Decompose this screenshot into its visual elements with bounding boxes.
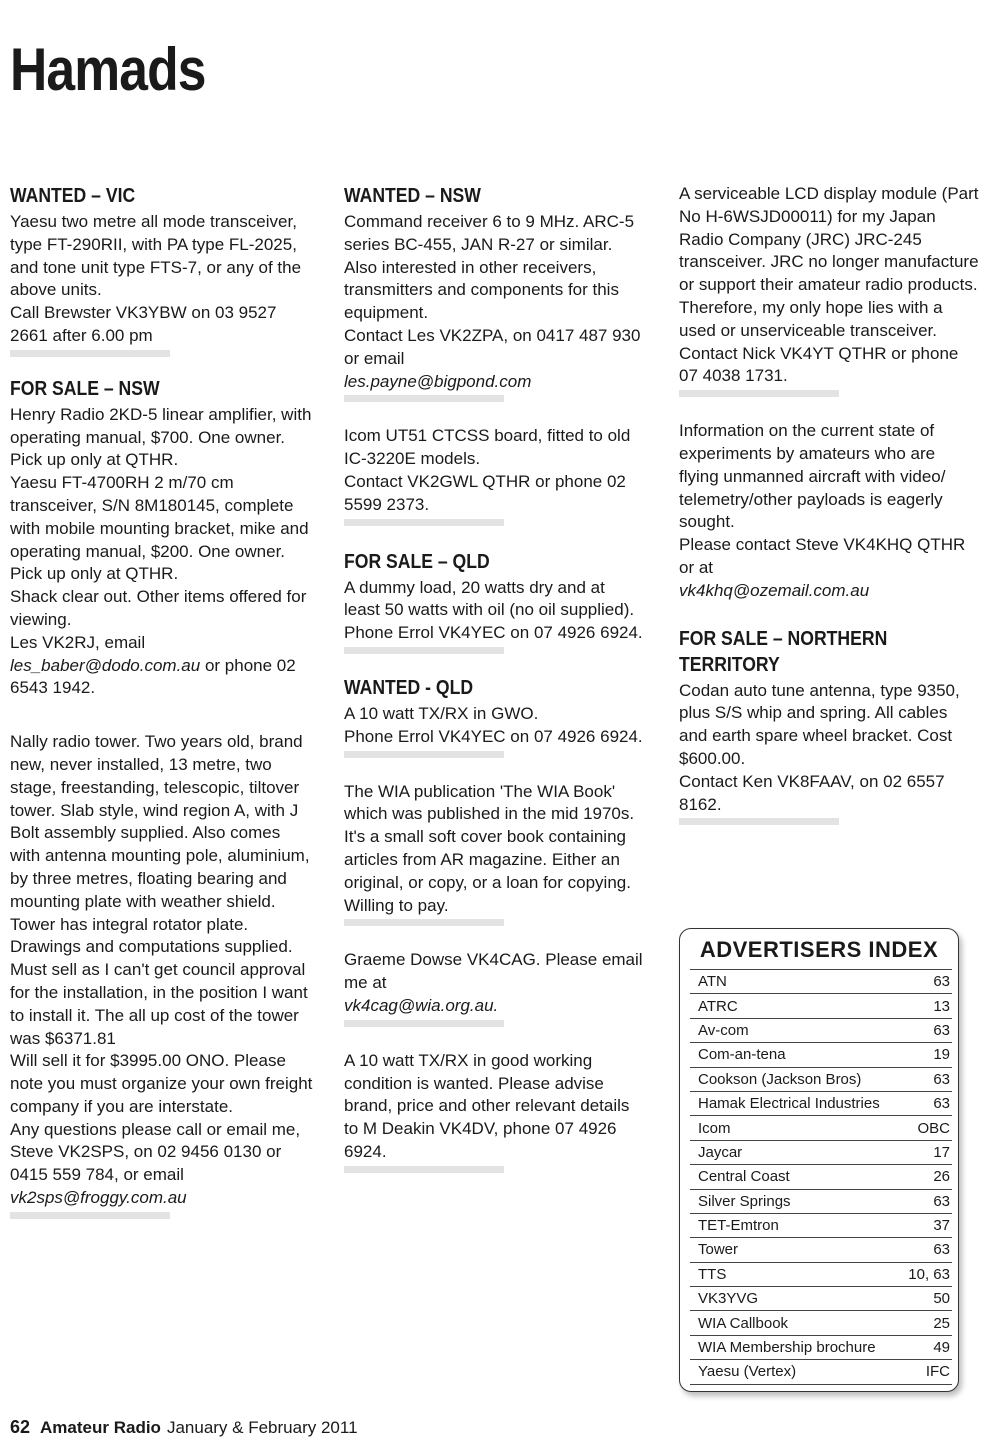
ad-text: Henry Radio 2KD-5 linear amplifier, with operating manual, $700. One owner. Pick up only at QTHR. [10, 404, 312, 470]
ad-text: Nally radio tower. Two years old, brand new, never installed, 13 metre, two stage, freestanding, telescopic, tiltover tower. Slab style, wind region A, with J Bolt assembly supplied. Also comes with antenna mounting pole, aluminium, by three metres, floating bearing and mounting plate with weather shield. Tower has integral rotator plate. Drawings and computations supplied. [10, 732, 310, 957]
ad-text: Will sell it for $3995.00 ONO. Please note you must organize your own freight company if you are interstate. [10, 1051, 313, 1116]
ad-text: Yaesu FT-4700RH 2 m/70 cm transceiver, S/N 8M180145, complete with mobile mounting bracket, mike and operating manual, $200. One owner. Pick up only at QTHR. [10, 473, 309, 584]
table-row [690, 1311, 952, 1335]
divider [344, 751, 504, 758]
column-1 [10, 183, 315, 1242]
advertiser-name: Yaesu (Vertex) [690, 1360, 896, 1384]
table-row [690, 1018, 952, 1042]
email-link[interactable]: les.payne@bigpond.com [344, 371, 532, 391]
contact-text: or phone 02 6543 1942. [10, 655, 296, 698]
advertisers-index-title: ADVERTISERS INDEX [699, 937, 939, 962]
table-row [690, 1335, 952, 1359]
ad-nally-tower [10, 731, 315, 1219]
advertiser-name: Tower [690, 1238, 896, 1262]
ad-text: Contact Les VK2ZPA, on 0417 487 930 or email [344, 325, 641, 368]
advertiser-page: OBC [896, 1116, 952, 1140]
divider [344, 919, 504, 926]
advertisers-index [679, 928, 959, 1392]
advertiser-name: TTS [690, 1262, 896, 1286]
advertiser-name: WIA Callbook [690, 1311, 896, 1335]
advertiser-name: Icom [690, 1116, 896, 1140]
ad-unmanned-aircraft [679, 420, 979, 602]
table-row [690, 1067, 952, 1091]
table-row [690, 1140, 952, 1164]
table-row [690, 1091, 952, 1115]
ad-text: Also interested in other receivers, transmitters and components for this equipment. [344, 257, 619, 323]
advertiser-page: 63 [896, 1067, 952, 1091]
divider [344, 1166, 504, 1173]
ad-text: The WIA publication 'The WIA Book' which was published in the mid 1970s. It's a small soft cover book containing articles from AR magazine. Either an original, or copy, or a loan for copying. Willing to pay. [344, 781, 635, 915]
ad-wanted-nsw [344, 183, 644, 402]
column-3 [679, 183, 979, 848]
advertiser-page: 63 [896, 970, 952, 994]
ad-wanted-qld [344, 675, 644, 758]
ad-text: Contact VK2GWL QTHR or phone 02 5599 2373. [344, 471, 626, 514]
page-footer [10, 1417, 358, 1438]
table-row [690, 1213, 952, 1237]
advertiser-page: 19 [896, 1043, 952, 1067]
ad-wia-book [344, 781, 644, 927]
ad-text: A 10 watt TX/RX in good working condition is wanted. Please advise brand, price and other relevant details to M Deakin VK4DV, phone 07 4926 6924. [344, 1050, 630, 1161]
ad-contact [10, 632, 315, 700]
advertiser-name: Silver Springs [690, 1189, 896, 1213]
advertiser-name: Cookson (Jackson Bros) [690, 1067, 896, 1091]
email-link[interactable]: vk4khq@ozemail.com.au [679, 580, 870, 600]
table-row [690, 970, 952, 994]
email-link[interactable]: vk4cag@wia.org.au. [344, 995, 499, 1015]
advertiser-name: ATN [690, 970, 896, 994]
ad-10w-txrx [344, 1050, 644, 1173]
advertiser-name: Central Coast [690, 1165, 896, 1189]
ad-heading: FOR SALE – NSW [10, 377, 160, 400]
column-2 [344, 183, 644, 1196]
ad-text: A 10 watt TX/RX in GWO. [344, 703, 539, 723]
advertiser-page: 50 [896, 1287, 952, 1311]
ad-text: Contact Nick VK4YT QTHR or phone 07 4038 1731. [679, 343, 959, 386]
ad-text: Yaesu two metre all mode transceiver, type FT-290RII, with PA type FL-2025, and tone unit type FTS-7, or any of the above units. [10, 212, 302, 300]
table-row [690, 1043, 952, 1067]
advertiser-name: VK3YVG [690, 1287, 896, 1311]
ad-text: Please contact Steve VK4KHQ QTHR or at [679, 535, 966, 577]
advertiser-page: 17 [896, 1140, 952, 1164]
page-title: Hamads [10, 36, 206, 103]
magazine-name: Amateur Radio [40, 1418, 161, 1437]
advertisers-table [690, 969, 952, 1385]
ad-for-sale-nsw [10, 376, 315, 700]
table-row [690, 994, 952, 1018]
table-row [690, 1165, 952, 1189]
ad-text: Phone Errol VK4YEC on 07 4926 6924. [344, 623, 643, 643]
divider [344, 519, 504, 526]
advertiser-page: 63 [896, 1091, 952, 1115]
issue-date: January & February 2011 [166, 1418, 358, 1437]
ad-text: Shack clear out. Other items offered for viewing. [10, 587, 307, 629]
divider [10, 1212, 170, 1219]
ad-heading: FOR SALE – NORTHERN TERRITORY [679, 627, 888, 676]
advertiser-name: Com-an-tena [690, 1043, 896, 1067]
advertiser-name: WIA Membership brochure [690, 1335, 896, 1359]
ad-for-sale-qld [344, 549, 644, 654]
divider [679, 818, 839, 825]
table-row [690, 1262, 952, 1286]
advertiser-page: 13 [896, 994, 952, 1018]
ad-text: Command receiver 6 to 9 MHz. ARC-5 series BC-455, JAN R-27 or similar. [344, 212, 635, 254]
advertiser-name: TET-Emtron [690, 1213, 896, 1237]
table-row [690, 1360, 952, 1384]
advertiser-page: 37 [896, 1213, 952, 1237]
divider [344, 647, 504, 654]
divider [344, 1020, 504, 1027]
ad-icom-ut51 [344, 425, 644, 525]
ad-graeme-dowse [344, 949, 644, 1026]
ad-text: Must sell as I can't get council approval for the installation, in the position I want to install it. The all up cost of the tower was $6371.81 [10, 960, 308, 1048]
ad-text: Graeme Dowse VK4CAG. Please email me at [344, 950, 643, 993]
table-row [690, 1116, 952, 1140]
ad-text: Information on the current state of experiments by amateurs who are flying unmanned aircraft with video/ telemetry/other payloads is eagerly sought. [679, 421, 946, 532]
advertiser-page: 25 [896, 1311, 952, 1335]
divider [344, 395, 504, 402]
advertiser-page: 63 [896, 1189, 952, 1213]
ad-text: A dummy load, 20 watts dry and at least 50 watts with oil (no oil supplied). [344, 577, 635, 620]
advertiser-page: 10, 63 [896, 1262, 952, 1286]
advertiser-name: Hamak Electrical Industries [690, 1091, 896, 1115]
ad-text: Icom UT51 CTCSS board, fitted to old IC-3220E models. [344, 426, 631, 469]
divider [679, 390, 839, 397]
advertiser-name: Jaycar [690, 1140, 896, 1164]
advertiser-name: ATRC [690, 994, 896, 1018]
ad-text: A serviceable LCD display module (Part No H-6WSJD00011) for my Japan Radio Company (JRC) JRC-245 transceiver. JRC no longer manufacture or support their amateur radio products. Therefore, my only hope lies with a used or unserviceable transceiver. [679, 184, 979, 340]
advertiser-name: Av-com [690, 1018, 896, 1042]
advertiser-page: 26 [896, 1165, 952, 1189]
ad-lcd-module [679, 183, 979, 397]
advertiser-page: 49 [896, 1335, 952, 1359]
ad-heading: WANTED - QLD [344, 676, 474, 699]
ad-heading: FOR SALE – QLD [344, 550, 490, 573]
email-link[interactable]: vk2sps@froggy.com.au [10, 1188, 187, 1208]
advertiser-page: 63 [896, 1238, 952, 1262]
ad-text: Codan auto tune antenna, type 9350, plus S/S whip and spring. All cables and earth spare wheel bracket. Cost $600.00. [679, 680, 960, 768]
contact-text: Les VK2RJ, email [10, 632, 146, 652]
ad-for-sale-nt [679, 626, 979, 826]
table-row [690, 1287, 952, 1311]
ad-text: Call Brewster VK3YBW on 03 9527 2661 after 6.00 pm [10, 303, 277, 345]
ad-text: Phone Errol VK4YEC on 07 4926 6924. [344, 726, 643, 746]
ad-heading: WANTED – NSW [344, 185, 481, 207]
email-link[interactable]: les_baber@dodo.com.au [10, 655, 201, 675]
ad-text: Any questions please call or email me, Steve VK2SPS, on 02 9456 0130 or 0415 559 784, or email [10, 1119, 301, 1185]
advertiser-page: 63 [896, 1018, 952, 1042]
advertiser-page: IFC [896, 1360, 952, 1384]
table-row [690, 1189, 952, 1213]
ad-text: Contact Ken VK8FAAV, on 02 6557 8162. [679, 771, 945, 814]
ad-heading: WANTED – VIC [10, 185, 136, 207]
divider [10, 350, 170, 357]
page-number: 62 [10, 1417, 31, 1437]
ad-wanted-vic [10, 183, 315, 357]
table-row [690, 1238, 952, 1262]
